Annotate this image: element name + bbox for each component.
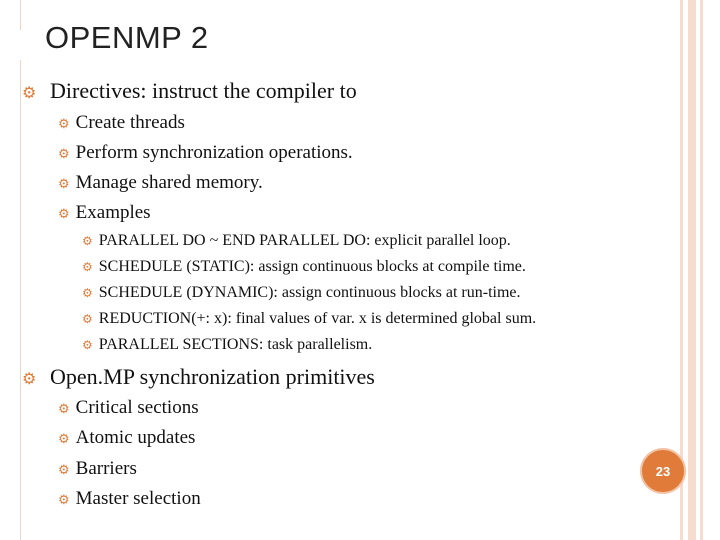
gear-icon: ⚙ (58, 145, 70, 161)
list-item: ⚙ Perform synchronization operations. (58, 142, 353, 163)
example-item: ⚙ REDUCTION(+: x): final values of var. x is determined global sum. (82, 310, 537, 327)
section-heading: ⚙ Directives: instruct the compiler to (22, 78, 357, 103)
gear-icon: ⚙ (22, 370, 37, 388)
gear-icon: ⚙ (82, 285, 93, 300)
slide-title: OPENMP 2 (45, 20, 209, 55)
list-item: ⚙ Master selection (58, 488, 201, 509)
gear-icon: ⚙ (82, 311, 93, 326)
gear-icon: ⚙ (58, 430, 70, 446)
frame-line-top (20, 0, 21, 30)
gear-icon: ⚙ (58, 491, 70, 507)
list-item: ⚙ Create threads (58, 112, 185, 133)
gear-icon: ⚙ (82, 233, 93, 248)
list-item: ⚙ Barriers (58, 458, 137, 479)
frame-line-left (20, 60, 21, 540)
gear-icon: ⚙ (82, 337, 93, 352)
list-item: ⚙ Atomic updates (58, 427, 196, 448)
gear-icon: ⚙ (58, 461, 70, 477)
gear-icon: ⚙ (58, 400, 70, 416)
example-item: ⚙ PARALLEL SECTIONS: task parallelism. (82, 336, 373, 353)
list-item: ⚙ Manage shared memory. (58, 172, 263, 193)
list-item: ⚙ Critical sections (58, 397, 199, 418)
decor-bar (700, 0, 703, 540)
section-heading: ⚙ Open.MP synchronization primitives (22, 364, 375, 389)
example-item: ⚙ SCHEDULE (STATIC): assign continuous blocks at compile time. (82, 258, 526, 275)
example-item: ⚙ PARALLEL DO ~ END PARALLEL DO: explicit parallel loop. (82, 232, 511, 249)
gear-icon: ⚙ (22, 84, 37, 102)
gear-icon: ⚙ (82, 259, 93, 274)
gear-icon: ⚙ (58, 175, 70, 191)
gear-icon: ⚙ (58, 205, 70, 221)
decor-bar (688, 0, 696, 540)
page-number-badge: 23 (640, 448, 686, 494)
list-item: ⚙ Examples (58, 202, 151, 223)
example-item: ⚙ SCHEDULE (DYNAMIC): assign continuous blocks at run-time. (82, 284, 521, 301)
gear-icon: ⚙ (58, 115, 70, 131)
